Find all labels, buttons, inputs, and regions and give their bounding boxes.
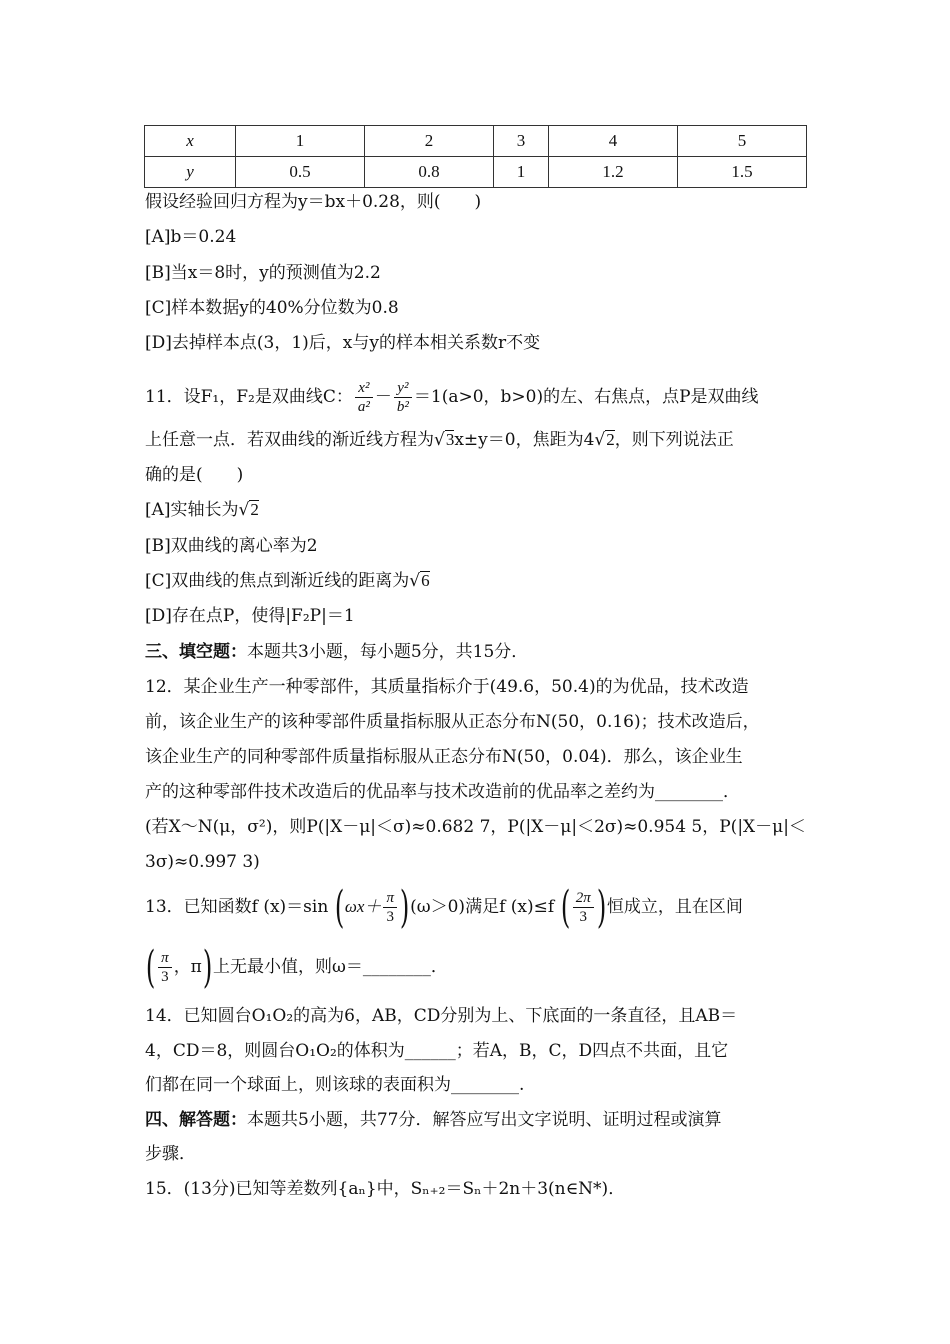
section4-line2: 步骤．	[145, 1144, 196, 1164]
radicand: 3	[445, 430, 455, 449]
fraction-numerator: x²	[355, 379, 373, 398]
radicand: 2	[606, 430, 615, 449]
q11-line2-b: x±y＝0，焦距为4	[454, 430, 595, 450]
q13-arg: ωx＋	[344, 897, 382, 916]
q13-text-b: (ω＞0)满足f (x)≤f	[410, 897, 555, 917]
fraction-denominator: 3	[579, 909, 587, 925]
section3-heading	[145, 640, 528, 664]
q10-option-b: [B]当x＝8时，y的预测值为2.2	[145, 263, 381, 283]
q11-option-a	[145, 498, 259, 522]
q11-option-c	[145, 569, 430, 593]
table-cell: 5	[677, 126, 806, 157]
fraction-numerator: π	[158, 949, 172, 968]
q11-option-d: [D]存在点P，使得|F₂P|＝1	[145, 606, 355, 626]
q12-line6: 3σ)≈0.997 3)	[145, 852, 260, 872]
right-paren: )	[596, 881, 607, 933]
q13-text-d: 上无最小值，则ω＝________．	[213, 957, 448, 977]
q11-option-c-text: [C]双曲线的焦点到渐近线的距离为	[145, 571, 410, 591]
q12-line4: 产的这种零部件技术改造后的优品率与技术改造前的优品率之差约为________．	[145, 782, 740, 802]
table-header-x: x	[145, 126, 236, 157]
q13-interval-tail: ，π	[173, 957, 202, 977]
table-cell: 1	[493, 157, 548, 188]
table-cell: 1	[236, 126, 365, 157]
q14-line3: 们都在同一个球面上，则该球的表面积为________.	[145, 1075, 525, 1095]
table-cell: 1.5	[677, 157, 806, 188]
fraction-numerator: 2π	[573, 889, 594, 908]
q10-option-a: [A]b＝0.24	[145, 227, 237, 247]
q12-line2: 前，该企业生产的该种零部件质量指标服从正态分布N(50，0.16)；技术改造后，	[145, 712, 760, 732]
sqrt-icon: √	[409, 571, 421, 591]
q11-option-a-text: [A]实轴长为	[145, 500, 239, 520]
section4-title: 四、解答题：	[145, 1110, 247, 1130]
radicand: 6	[421, 571, 430, 590]
data-table	[144, 125, 807, 188]
q11-line2	[145, 428, 734, 452]
fraction-denominator: a²	[357, 399, 370, 415]
fraction-numerator: π	[383, 889, 397, 908]
sqrt-icon: √	[434, 430, 445, 450]
q13-text-c: 恒成立，且在区间	[606, 897, 743, 917]
fraction-denominator: 3	[386, 909, 394, 925]
q12-line5: (若X～N(μ，σ²)，则P(|X－μ|＜σ)≈0.682 7，P(|X－μ|＜2σ)≈0.954 5，P(|X－μ|＜	[145, 817, 806, 837]
table-cell: 0.8	[364, 157, 493, 188]
q11-line2-c: ，则下列说法正	[614, 430, 734, 450]
table-cell: 1.2	[549, 157, 678, 188]
table-cell: 4	[549, 126, 678, 157]
q14-line1: 14．已知圆台O₁O₂的高为6，AB，CD分别为上、下底面的一条直径，且AB＝	[145, 1006, 738, 1026]
table-row-x	[145, 126, 807, 157]
fraction-pi-3	[383, 889, 397, 926]
q11-intro: 11．设F₁，F₂是双曲线C：	[145, 387, 353, 407]
table-row-y	[145, 157, 807, 188]
left-paren: (	[145, 941, 156, 993]
section3-text: 本题共3小题，每小题5分，共15分．	[247, 642, 529, 662]
right-paren: )	[399, 881, 410, 933]
q10-stem: 假设经验回归方程为y＝bx＋0.28，则( )	[145, 192, 482, 212]
right-paren: )	[202, 941, 213, 993]
fraction-y2-b2	[394, 379, 412, 416]
q10-option-c: [C]样本数据y的40%分位数为0.8	[145, 298, 399, 318]
section4-text: 本题共5小题，共77分．解答应写出文字说明、证明过程或演算	[247, 1110, 722, 1130]
q13-text-a: 13．已知函数f (x)＝sin	[145, 897, 329, 917]
q11-line1: 11．设F₁，F₂是双曲线C： $\frac{\text{x²}}{\text{a²}}$ － $\frac{\text{y²}}{\text{b²}}$ ＝1(a>0，b>0)的左、右焦点，点P是双曲线	[145, 380, 759, 415]
q12-line1: 12．某企业生产一种零部件，其质量指标介于(49.6，50.4)的为优品，技术改造	[145, 677, 749, 697]
q13-line1	[145, 882, 743, 932]
table-header-y: y	[145, 157, 236, 188]
fraction-2pi-3	[573, 889, 594, 926]
fraction-pi-3	[158, 949, 172, 986]
q15-line1: 15．(13分)已知等差数列{aₙ}中，Sₙ₊₂＝Sₙ＋2n＋3(n∈N*)．	[145, 1179, 626, 1199]
fraction-numerator: y²	[394, 379, 412, 398]
sqrt-icon: √	[238, 500, 250, 520]
table-cell: 0.5	[236, 157, 365, 188]
fraction-denominator: 3	[161, 969, 169, 985]
q11-intro-tail: ＝1(a>0，b>0)的左、右焦点，点P是双曲线	[413, 387, 759, 407]
left-paren: (	[560, 881, 570, 933]
q12-line3: 该企业生产的同种零部件质量指标服从正态分布N(50，0.04)．那么，该企业生	[145, 747, 743, 767]
fraction-x2-a2	[355, 379, 373, 416]
table-cell: 2	[364, 126, 493, 157]
left-paren: (	[334, 881, 345, 933]
fraction-denominator: b²	[396, 399, 409, 415]
q14-line2: 4，CD＝8，则圆台O₁O₂的体积为______；若A，B，C，D四点不共面，且它	[145, 1041, 729, 1061]
section4-heading	[145, 1108, 721, 1132]
sqrt-icon: √	[594, 430, 606, 450]
q10-option-d: [D]去掉样本点(3，1)后，x与y的样本相关系数r不变	[145, 333, 541, 353]
q11-line2-a: 上任意一点．若双曲线的渐近线方程为	[145, 430, 434, 450]
radicand: 2	[250, 500, 259, 519]
q13-line2	[145, 942, 448, 992]
q11-option-b: [B]双曲线的离心率为2	[145, 536, 318, 556]
section3-title: 三、填空题：	[145, 642, 247, 662]
table-cell: 3	[493, 126, 548, 157]
q11-line3: 确的是( )	[145, 465, 244, 485]
